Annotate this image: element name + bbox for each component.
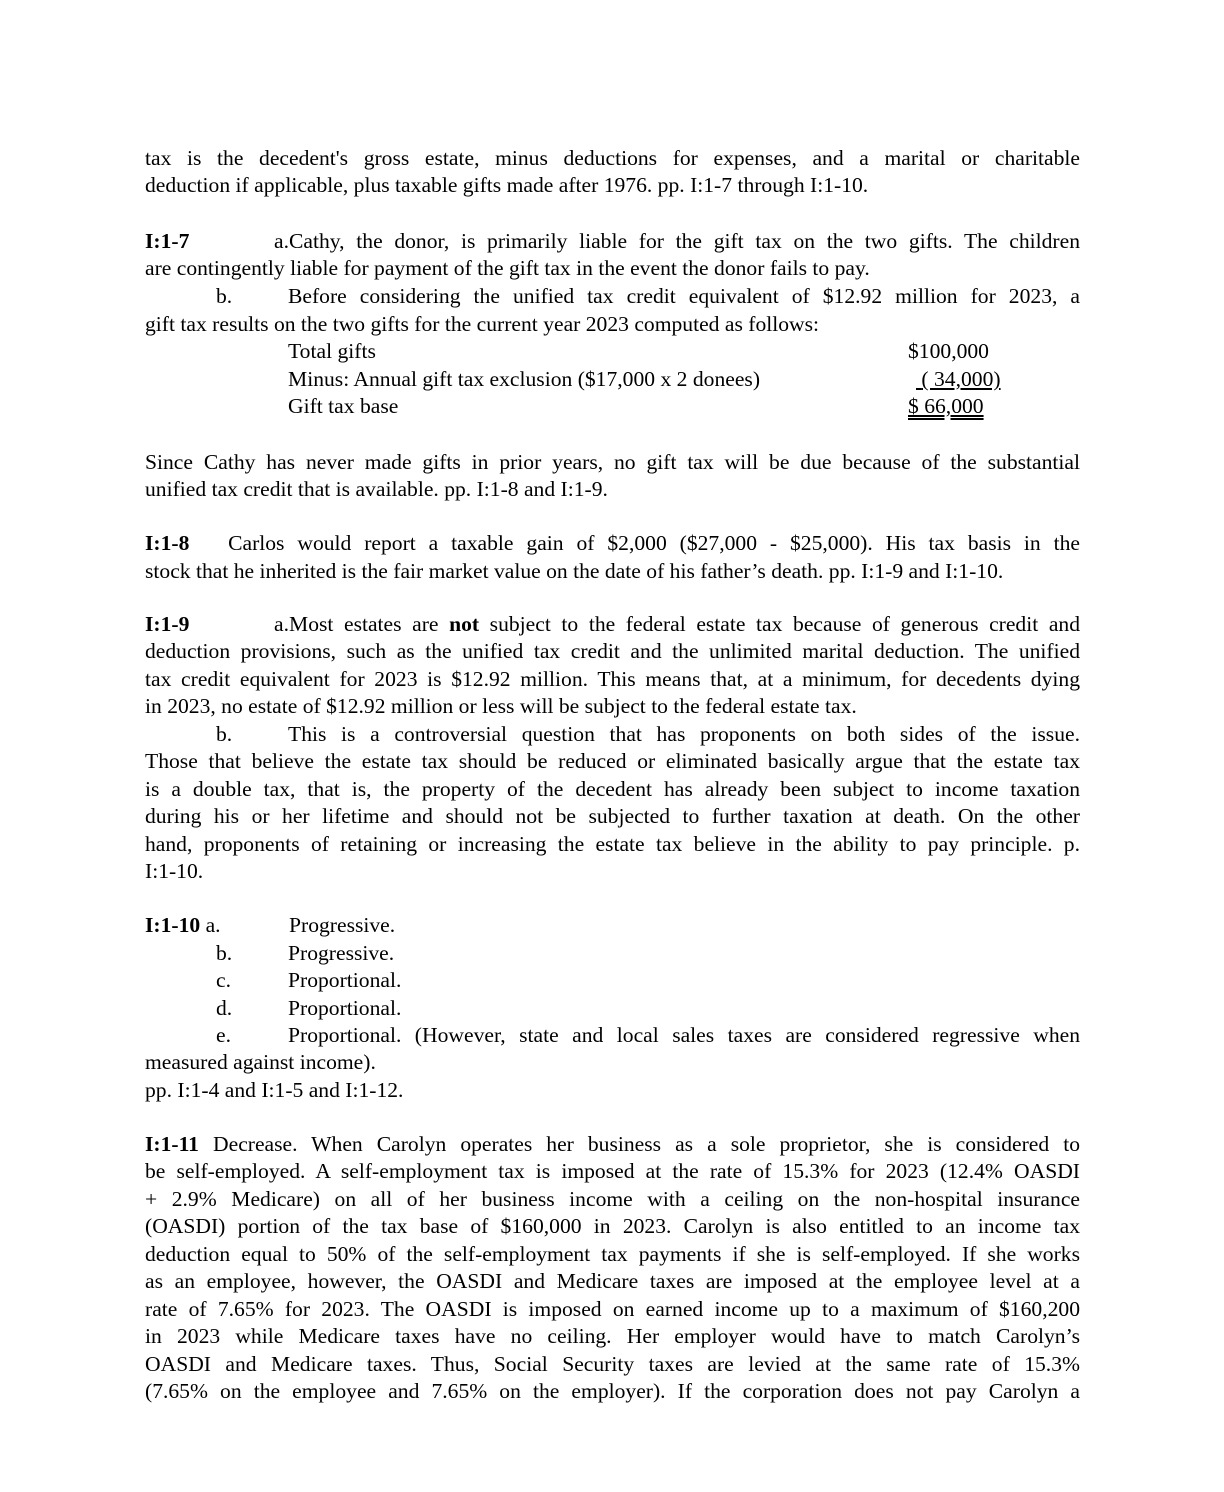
- question-7b-line-1: b. Before considering the unified tax credit equivalent of $12.92 million for 2023, a: [216, 284, 1080, 308]
- paragraph-line: I:1-10.: [145, 859, 204, 883]
- paragraph-line: deduction provisions, such as the unified tax credit and the unlimited marital deduction. The unified: [145, 639, 1080, 663]
- row-amount: $ 66,000: [908, 394, 984, 418]
- row-label: Total gifts: [288, 339, 376, 363]
- table-row: [288, 393, 1008, 420]
- question-number: I:1-9: [145, 612, 190, 636]
- page-reference: pp. I:1-4 and I:1-5 and I:1-12.: [145, 1078, 404, 1102]
- table-row: [288, 338, 1008, 365]
- question-10-item: d. Proportional.: [216, 996, 402, 1020]
- paragraph-line: rate of 7.65% for 2023. The OASDI is imposed on earned income up to a maximum of $160,200: [145, 1297, 1080, 1321]
- table-row: [288, 366, 1008, 393]
- row-amount: $100,000: [908, 339, 989, 363]
- paragraph-line: Those that believe the estate tax should be reduced or eliminated basically argue that the estate tax: [145, 749, 1080, 773]
- question-9b-line-1: b. This is a controversial question that has proponents on both sides of the issue.: [216, 722, 1080, 746]
- question-10-item: c. Proportional.: [216, 968, 402, 992]
- paragraph-line: during his or her lifetime and should not be subjected to further taxation at death. On the other: [145, 804, 1080, 828]
- question-number: I:1-7: [145, 229, 190, 253]
- paragraph-line: OASDI and Medicare taxes. Thus, Social Security taxes are levied at the same rate of 15.3%: [145, 1352, 1080, 1376]
- paragraph-line: + 2.9% Medicare) on all of her business income with a ceiling on the non-hospital insurance: [145, 1187, 1080, 1211]
- question-9-line-1: I:1-9 a.Most estates are not subject to the federal estate tax because of generous credit and: [145, 612, 1080, 636]
- paragraph-line: (7.65% on the employee and 7.65% on the employer). If the corporation does not pay Carolyn a: [145, 1379, 1080, 1403]
- paragraph-line: measured against income).: [145, 1050, 376, 1074]
- question-7-line-2: are contingently liable for payment of the gift tax in the event the donor fails to pay.: [145, 256, 870, 280]
- paragraph-line: unified tax credit that is available. pp. I:1-8 and I:1-9.: [145, 477, 608, 501]
- paragraph-line: hand, proponents of retaining or increasing the estate tax believe in the ability to pay principle. p.: [145, 832, 1080, 856]
- paragraph-line: tax credit equivalent for 2023 is $12.92 million. This means that, at a minimum, for decedents dying: [145, 667, 1080, 691]
- paragraph-line: be self-employed. A self-employment tax is imposed at the rate of 15.3% for 2023 (12.4% OASDI: [145, 1159, 1080, 1183]
- paragraph-line: (OASDI) portion of the tax base of $160,000 in 2023. Carolyn is also entitled to an income tax: [145, 1214, 1080, 1238]
- question-number: I:1-8: [145, 531, 190, 555]
- row-label: Gift tax base: [288, 394, 399, 418]
- row-label: Minus: Annual gift tax exclusion ($17,000 x 2 donees): [288, 367, 761, 391]
- paragraph-line: deduction equal to 50% of the self-employment tax payments if she is self-employed. If she works: [145, 1242, 1080, 1266]
- paragraph-line: tax is the decedent's gross estate, minus deductions for expenses, and a marital or charitable: [145, 146, 1080, 170]
- paragraph-line: deduction if applicable, plus taxable gifts made after 1976. pp. I:1-7 through I:1-10.: [145, 173, 869, 197]
- question-7-line-1: I:1-7 a.Cathy, the donor, is primarily liable for the gift tax on the two gifts. The children: [145, 229, 1080, 253]
- paragraph-line: Since Cathy has never made gifts in prior years, no gift tax will be due because of the substantial: [145, 450, 1080, 474]
- row-amount: ( 34,000): [921, 367, 1001, 391]
- question-7b-line-2: gift tax results on the two gifts for the current year 2023 computed as follows:: [145, 312, 820, 336]
- paragraph-line: in 2023 while Medicare taxes have no ceiling. Her employer would have to match Carolyn’s: [145, 1324, 1080, 1348]
- paragraph-line: as an employee, however, the OASDI and Medicare taxes are imposed at the employee level at a: [145, 1269, 1080, 1293]
- paragraph-line: in 2023, no estate of $12.92 million or less will be subject to the federal estate tax.: [145, 694, 857, 718]
- question-10-item: b. Progressive.: [216, 941, 395, 965]
- question-11-line-1: I:1-11 Decrease. When Carolyn operates her business as a sole proprietor, she is considered to: [145, 1132, 1081, 1156]
- paragraph-line: is a double tax, that is, the property of the decedent has already been subject to income taxation: [145, 777, 1080, 801]
- question-8-line-1: I:1-8 Carlos would report a taxable gain of $2,000 ($27,000 - $25,000). His tax basis in the: [145, 531, 1080, 555]
- question-number: I:1-10: [145, 913, 201, 937]
- question-10-item: e. Proportional. (However, state and local sales taxes are considered regressive when: [216, 1023, 1080, 1047]
- question-8-line-2: stock that he inherited is the fair market value on the date of his father’s death. pp. I:1-9 and I:1-10.: [145, 559, 1004, 583]
- question-10-item: I:1-10 a. Progressive.: [145, 913, 396, 937]
- question-number: I:1-11: [145, 1132, 199, 1156]
